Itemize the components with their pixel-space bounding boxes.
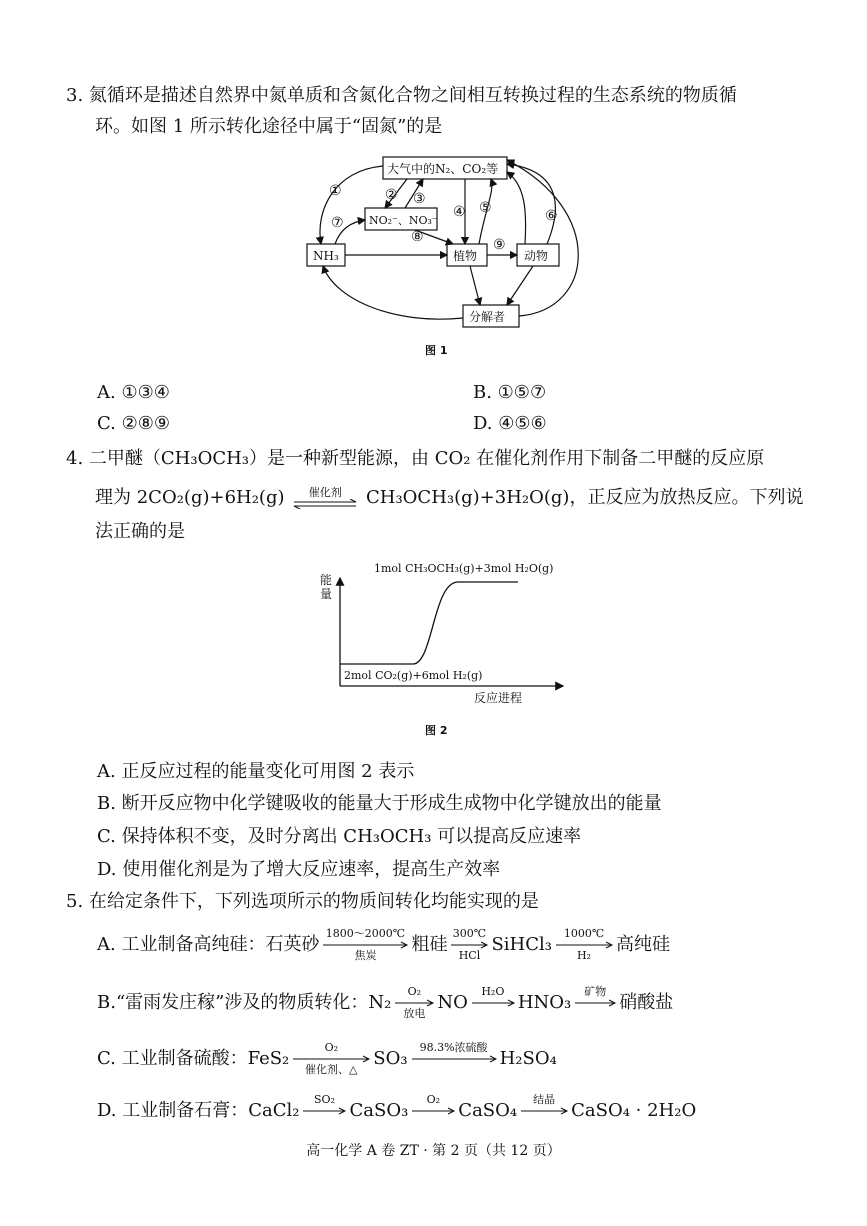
y-axis-label-2: 量 (320, 587, 333, 601)
q3-stem-line2: 环。如图 1 所示转化途径中属于“固氮”的是 (95, 116, 443, 137)
page-footer: 高一化学 A 卷 ZT · 第 2 页（共 12 页） (306, 1143, 561, 1159)
q5-stem: 5. 在给定条件下，下列选项所示的物质间转化均能实现的是 (66, 891, 539, 912)
q5-option-b: B.“雷雨发庄稼”涉及的物质转化：N₂ O₂ 放电 NO H₂O HNO₃ 矿物 硝酸盐 (97, 985, 674, 1020)
q4-equation-right: CH₃OCH₃(g)+3H₂O(g)，正反应为放热反应。下列说 (365, 487, 804, 508)
route-2: ② (385, 187, 398, 203)
arrow-b3: 矿物 (573, 986, 617, 1020)
q4-option-b: B. 断开反应物中化学键吸收的能量大于形成生成物中化学键放出的能量 (97, 793, 662, 814)
arrow-d1: SO₂ (301, 1094, 347, 1128)
route-3: ③ (413, 191, 426, 207)
arrow-b1: O₂ 放电 (393, 986, 435, 1020)
arrow-a1: 1800～2000℃ 焦炭 (321, 928, 409, 962)
q3-option-b: B. ①⑤⑦ (473, 382, 547, 403)
route-1: ① (329, 183, 342, 199)
figure1-caption: 图 1 (425, 344, 448, 357)
q3-stem-line1: 3. 氮循环是描述自然界中氮单质和含氮化合物之间相互转换过程的生态系统的物质循 (66, 85, 737, 106)
arrow-d2: O₂ (410, 1094, 456, 1128)
arrow-b2: H₂O (470, 986, 516, 1020)
label-plant: 植物 (453, 249, 478, 263)
arrow-a2: 300℃ HCl (452, 927, 487, 962)
arrow-a3: 1000℃ H₂ (554, 928, 614, 962)
y-axis-label-1: 能 (320, 573, 333, 587)
route-6: ⑥ (545, 208, 558, 224)
route-5: ⑤ (479, 200, 492, 216)
label-nitrite-nitrate: NO₂⁻、NO₃⁻ (369, 214, 438, 227)
arrow-d3: 结晶 (519, 1094, 569, 1128)
label-atmosphere: 大气中的N₂、CO₂等 (387, 162, 499, 176)
q3-option-d: D. ④⑤⑥ (473, 413, 547, 434)
route-9: ⑨ (493, 237, 506, 253)
q3-option-c: C. ②⑧⑨ (97, 413, 170, 434)
q4-stem-line2 (95, 486, 803, 510)
arrow-c1: O₂ 催化剂、△ (291, 1042, 371, 1076)
catalyst-label: 催化剂 (308, 486, 342, 499)
reversible-arrow (292, 487, 358, 509)
reactant-label: 2mol CO₂(g)+6mol H₂(g) (344, 669, 483, 682)
q4-stem-line3: 法正确的是 (95, 521, 185, 542)
label-decomposer: 分解者 (469, 310, 506, 324)
route-8: ⑧ (411, 229, 424, 245)
figure1-nitrogen-cycle (295, 150, 615, 335)
route-4: ④ (453, 204, 466, 220)
route-7: ⑦ (331, 215, 344, 231)
q4-option-c: C. 保持体积不变，及时分离出 CH₃OCH₃ 可以提高反应速率 (97, 826, 582, 847)
arrow-c2: 98.3%浓硫酸 (410, 1042, 498, 1076)
energy-curve (340, 582, 518, 664)
x-axis-label: 反应进程 (474, 691, 523, 705)
q5-option-c: C. 工业制备硫酸：FeS₂ O₂ 催化剂、△ SO₃ 98.3%浓硫酸 H₂SO₄ (97, 1041, 557, 1076)
label-nh3: NH₃ (313, 249, 339, 263)
figure2-caption: 图 2 (425, 724, 448, 737)
q4-stem-line1: 4. 二甲醚（CH₃OCH₃）是一种新型能源，由 CO₂ 在催化剂作用下制备二甲醚的反应原 (66, 448, 765, 469)
q4-equation-left: 理为 2CO₂(g)+6H₂(g) (95, 487, 285, 508)
label-animal: 动物 (524, 249, 549, 263)
q3-option-a: A. ①③④ (97, 382, 170, 403)
q4-option-d: D. 使用催化剂是为了增大反应速率，提高生产效率 (97, 859, 501, 880)
q5-option-d: D. 工业制备石膏：CaCl₂ SO₂ CaSO₃ O₂ CaSO₄ 结晶 CaSO₄ · 2H₂O (97, 1094, 696, 1128)
figure2-energy-graph (318, 558, 578, 708)
q5-option-a: A. 工业制备高纯硅：石英砂 1800～2000℃ 焦炭 粗硅 300℃ HCl SiHCl₃ 1000℃ H₂ 高纯硅 (97, 927, 670, 962)
q4-option-a: A. 正反应过程的能量变化可用图 2 表示 (97, 761, 415, 782)
product-label: 1mol CH₃OCH₃(g)+3mol H₂O(g) (374, 562, 554, 575)
